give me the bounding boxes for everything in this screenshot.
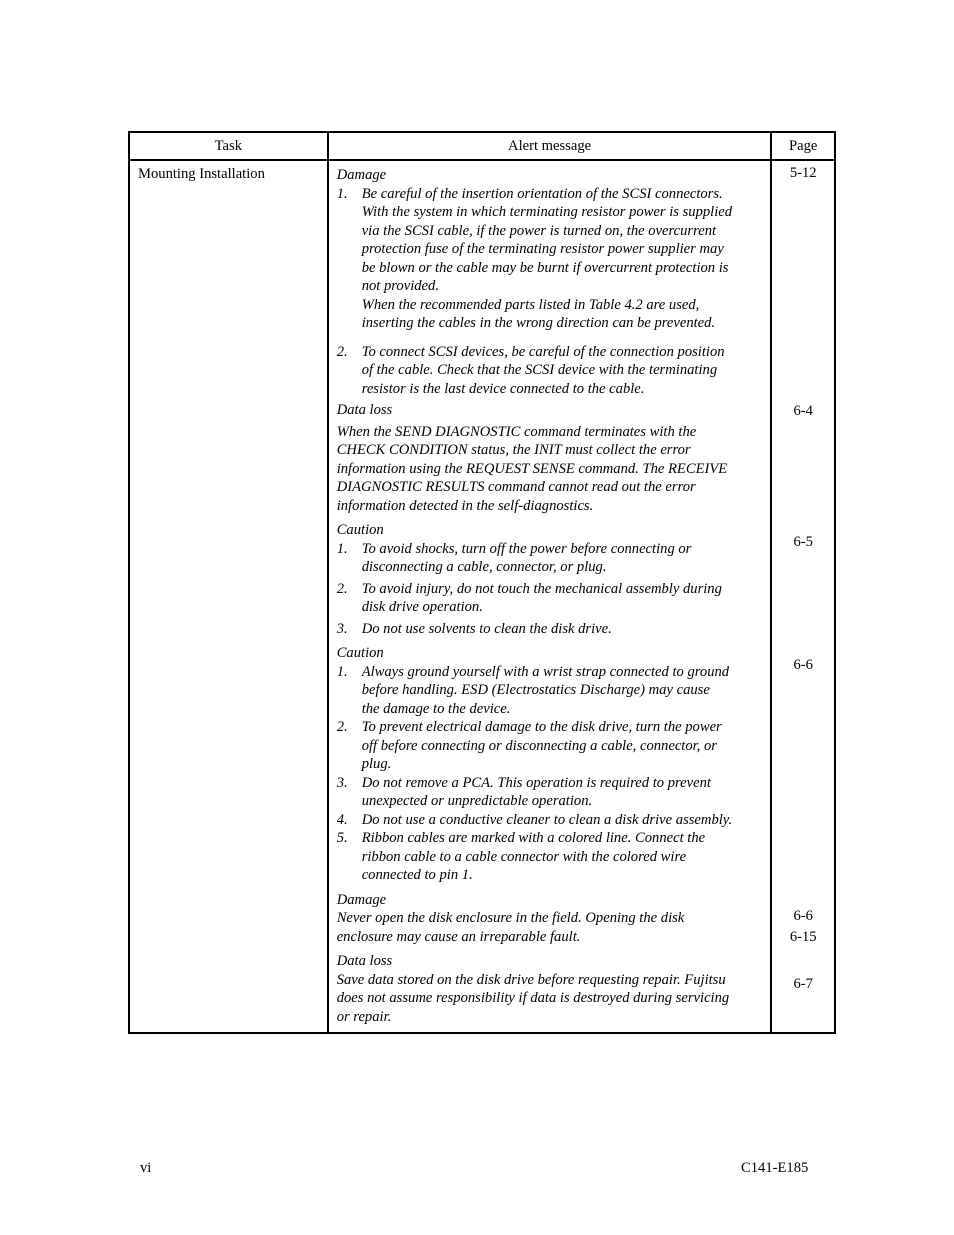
header-page: Page — [771, 132, 835, 160]
alert-block-damage-enclosure — [337, 891, 763, 947]
alert-heading: Caution — [336, 645, 384, 661]
footer-document-code: C141-E185 — [741, 1160, 809, 1176]
page-ref: 6-6 — [793, 908, 813, 924]
list-item — [337, 718, 763, 774]
item-number: 3. — [336, 774, 348, 791]
list-item — [337, 811, 763, 830]
table-row — [129, 160, 835, 1033]
alert-heading: Data loss — [336, 953, 393, 969]
item-line: Ribbon cables are marked with a colored line. Connect the — [361, 830, 706, 846]
table-header-row — [129, 132, 835, 160]
list-item — [337, 663, 763, 719]
item-line: protection fuse of the terminating resistor power supplier may — [361, 241, 724, 257]
paragraph-line: CHECK CONDITION status, the INIT must collect the error — [336, 442, 691, 458]
page-ref: 5-12 — [789, 165, 817, 181]
item-line: before handling. ESD (Electrostatics Discharge) may cause — [361, 682, 710, 698]
item-line: unexpected or unpredictable operation. — [361, 793, 593, 809]
alert-list — [337, 185, 763, 399]
item-line: Do not use a conductive cleaner to clean a disk drive assembly. — [361, 811, 733, 828]
paragraph-line: When the SEND DIAGNOSTIC command terminates with the — [336, 423, 697, 440]
item-line: disk drive operation. — [361, 599, 483, 615]
header-task: Task — [129, 132, 328, 160]
item-line: plug. — [361, 756, 392, 772]
item-number: 5. — [336, 830, 348, 846]
alert-block-caution — [337, 521, 763, 638]
alert-block-data-loss — [337, 401, 763, 515]
item-line: Always ground yourself with a wrist strap connected to ground — [361, 663, 730, 680]
page-ref: 6-6 — [793, 657, 813, 673]
item-line: Do not use solvents to clean the disk drive. — [361, 620, 612, 637]
page-ref: 6-4 — [793, 403, 813, 419]
list-item — [337, 580, 763, 617]
item-line: When the recommended parts listed in Table 4.2 are used, — [361, 296, 700, 313]
item-number: 4. — [336, 811, 348, 828]
page-cell — [771, 160, 835, 1033]
item-line: the damage to the device. — [361, 700, 511, 717]
item-line: To connect SCSI devices, be careful of the connection position — [361, 343, 725, 360]
item-number: 2. — [336, 343, 348, 360]
item-line: not provided. — [361, 278, 439, 294]
page-ref: 6-5 — [793, 534, 813, 550]
task-cell: Mounting Installation — [129, 160, 328, 1033]
paragraph-line: information using the REQUEST SENSE command. The RECEIVE — [336, 460, 728, 477]
item-number: 2. — [336, 580, 348, 597]
item-line: To prevent electrical damage to the disk drive, turn the power — [361, 719, 722, 735]
alert-heading: Damage — [336, 167, 387, 183]
list-item — [337, 774, 763, 811]
item-line: With the system in which terminating resistor power is supplied — [361, 204, 733, 220]
item-line: be blown or the cable may be burnt if overcurrent protection is — [361, 259, 729, 276]
alert-heading: Caution — [336, 522, 384, 538]
item-line: To avoid injury, do not touch the mechanical assembly during — [361, 580, 722, 597]
alert-heading: Damage — [336, 891, 387, 908]
alert-paragraph — [337, 971, 763, 1027]
list-item — [337, 540, 763, 577]
item-number: 3. — [336, 620, 348, 637]
list-item — [337, 343, 763, 399]
header-alert-message: Alert message — [328, 132, 772, 160]
alert-table — [128, 131, 836, 1034]
paragraph-line: Save data stored on the disk drive before requesting repair. Fujitsu — [336, 971, 726, 988]
item-line: inserting the cables in the wrong direction can be prevented. — [361, 315, 716, 331]
list-item — [337, 620, 763, 639]
alert-block-damage — [337, 166, 763, 398]
alert-paragraph — [337, 909, 763, 946]
item-number: 1. — [336, 540, 348, 557]
item-number: 2. — [336, 719, 348, 735]
item-line: of the cable. Check that the SCSI device with the terminating — [361, 362, 718, 378]
item-line: disconnecting a cable, connector, or plug. — [361, 559, 607, 575]
item-line: Do not remove a PCA. This operation is required to prevent — [361, 774, 711, 791]
alert-list — [337, 540, 763, 639]
item-line: ribbon cable to a cable connector with the colored wire — [361, 848, 687, 865]
item-number: 1. — [336, 185, 348, 202]
alert-message-cell — [328, 160, 772, 1033]
list-item — [337, 185, 763, 333]
paragraph-line: information detected in the self-diagnostics. — [336, 497, 594, 514]
item-line: off before connecting or disconnecting a cable, connector, or — [361, 737, 717, 754]
item-line: Be careful of the insertion orientation of the SCSI connectors. — [361, 185, 723, 202]
alert-paragraph — [337, 423, 763, 516]
list-item — [337, 829, 763, 885]
item-number: 1. — [336, 663, 348, 680]
item-line: via the SCSI cable, if the power is turned on, the overcurrent — [361, 222, 717, 239]
footer-page-number: vi — [140, 1160, 152, 1176]
paragraph-line: does not assume responsibility if data is destroyed during servicing — [336, 990, 730, 1006]
paragraph-line: enclosure may cause an irreparable fault. — [336, 928, 581, 945]
item-line: connected to pin 1. — [361, 867, 473, 883]
alert-list — [337, 663, 763, 885]
alert-block-caution-esd — [337, 644, 763, 885]
page-ref: 6-7 — [793, 976, 813, 992]
paragraph-line: or repair. — [336, 1008, 392, 1025]
item-line: To avoid shocks, turn off the power before connecting or — [361, 540, 692, 557]
paragraph-line: Never open the disk enclosure in the field. Opening the disk — [336, 910, 685, 926]
page-ref: 6-15 — [789, 929, 817, 945]
paragraph-line: DIAGNOSTIC RESULTS command cannot read out the error — [336, 479, 696, 495]
item-line: resistor is the last device connected to the cable. — [361, 380, 645, 397]
alert-block-data-loss-repair — [337, 952, 763, 1026]
alert-heading: Data loss — [336, 402, 393, 418]
